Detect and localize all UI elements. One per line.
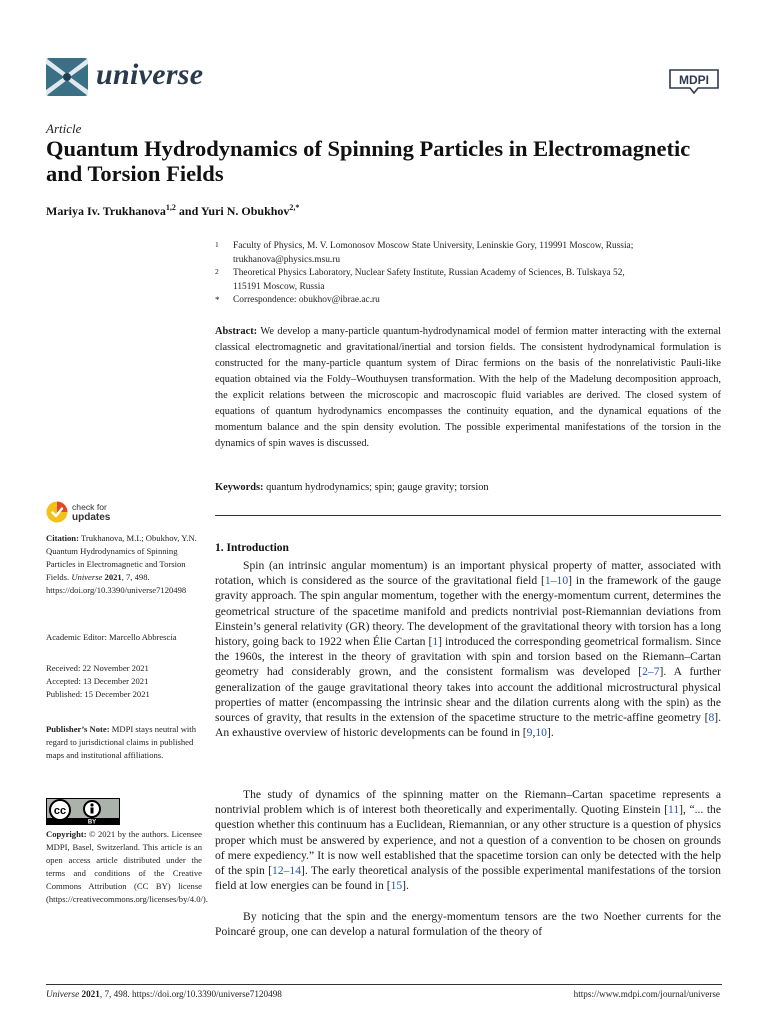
publication-dates: [46, 662, 202, 701]
paragraph-text: ]. An exhaustive overview of historic developments can be found in [: [215, 711, 721, 740]
affiliation-mark: 2: [215, 267, 219, 277]
check-for-updates-button[interactable]: check for updates: [46, 500, 176, 526]
paragraph-text: ].: [402, 879, 409, 893]
publisher-name: MDPI: [679, 73, 709, 87]
footer-doi-link[interactable]: , 7, 498. https://doi.org/10.3390/universe7120498: [99, 989, 282, 999]
author-email-link[interactable]: trukhanova@physics.msu.ru: [233, 254, 341, 265]
paragraph-text: ] introduced the corresponding geometrical formalism. Since the 1960s, the interest in the theory of gravitation with spin and torsion based on the Riemann–Cartan geometry had considerably grown, and the consistent formalism was developed [: [215, 635, 721, 679]
footer-divider: [46, 984, 722, 985]
paragraph-text: By noticing that the spin and the energy-momentum tensors are the two Noether currents for the Poincaré group, one can develop a natural formulation of the theory of: [215, 910, 721, 939]
received-date: Received: 22 November 2021: [46, 663, 149, 673]
cc-by-license-icon[interactable]: [46, 798, 120, 825]
author-name: Mariya Iv. Trukhanova: [46, 204, 166, 218]
academic-editor: Academic Editor: Marcello Abbrescia: [46, 632, 177, 642]
svg-text:BY: BY: [87, 819, 97, 825]
copyright-block: Copyright: © 2021 by the authors. Licensee MDPI, Basel, Switzerland. This article is an open access article distributed under the terms and conditions of the Creative Commons Attribution (CC BY) license (https://creativecommons.org/licenses/by/4.0/).: [46, 829, 208, 904]
affiliation-mark: 1: [215, 240, 219, 249]
accepted-date: Accepted: 13 December 2021: [46, 676, 149, 686]
check-for-updates-icon: [46, 500, 68, 524]
affiliation-item: 1 Faculty of Physics, M. V. Lomonosov Moscow State University, Leninskie Gory, 119991 Moscow, Russia; trukhanova@physics.msu.ru: [215, 240, 715, 267]
affiliation-mark: *: [215, 295, 220, 306]
section-heading: 1. Introduction: [215, 542, 289, 554]
citation-link[interactable]: 12–14: [272, 864, 301, 878]
journal-name: universe: [96, 58, 204, 91]
abstract: [215, 324, 721, 452]
author-separator: and: [175, 204, 201, 218]
body-paragraph: [215, 558, 721, 740]
abstract-label: Abstract:: [215, 326, 258, 337]
paragraph-text: ]. A further generalization of the gauge gravitational theory takes into account the additional microstructural physical properties of matter (encompassing the intrinsic shear and the dilation currents along with the spin) as the sources of gravity, that results in the extension of the spacetime structure to the metric-affine geometry [: [215, 665, 721, 725]
keywords: [215, 482, 721, 493]
correspondence-item: [215, 294, 715, 308]
paragraph-text: The study of dynamics of the spinning matter on the Riemann–Cartan spacetime represents a nontrivial problem which is of interest both theoretically and experimentally. Quoting Einstein [: [215, 788, 721, 817]
affiliation-item: 2 Theoretical Physics Laboratory, Nuclear Safety Institute, Russian Academy of Sciences, B. Tulskaya 52, 115191 Moscow, Russia: [215, 267, 625, 292]
keywords-label: Keywords:: [215, 482, 264, 493]
author-affiliation-mark: 2,*: [289, 203, 300, 212]
affiliations: [215, 240, 715, 308]
paragraph-text: ]. The early theoretical analysis of the possible experimental manifestations of the torsion field at low energies can be found in [: [215, 864, 721, 893]
body-paragraph: [215, 787, 721, 893]
citation-link[interactable]: 8: [708, 711, 715, 725]
journal-url-link[interactable]: https://www.mdpi.com/journal/universe: [573, 989, 720, 999]
publisher-note: Publisher’s Note: MDPI stays neutral with regard to jurisdictional claims in published maps and institutional affiliations.: [46, 724, 196, 760]
svg-text:cc: cc: [53, 805, 67, 817]
paragraph-text: ], “... the question whether this continuum has a Euclidean, Riemannian, or any other structure is a question of physics proper which must be answered by experience, and not a question of a convention to be chosen on grounds of mere expediency.” It is now well established that the spacetime torsion can only be detected with the help of the spin [: [215, 803, 721, 878]
citation-block: Citation: Trukhanova, M.I.; Obukhov, Y.N. Quantum Hydrodynamics of Spinning Particles in Electromagnetic and Torsion Fields. Universe 2021, 7, 498. https://doi.org/10.3390/universe7120498: [46, 533, 197, 595]
paragraph-text: ].: [546, 726, 554, 740]
abstract-text: We develop a many-particle quantum-hydrodynamical model of fermion matter interacting with the external classical electromagnetic and gravitational/inertial and torsion fields. The consistent hydrodynamical formulation is constructed for the many-particle quantum system of Dirac fermions on the basis of the nonrelativistic Pauli-like equation obtained via the Foldy–Wouthuysen transformation. With the help of the Madelung decomposition approach, the explicit relations between the microscopic and macroscopic fluid variables are derived. The closed system of equations of quantum hydrodynamics encompasses the continuity equation, and the dynamical equations of the momentum balance and the spin density evolution. The possible experimental manifestations of the torsion in the dynamics of spin waves is discussed.: [215, 326, 721, 449]
citation-link[interactable]: 2–7: [642, 665, 660, 679]
citation-link[interactable]: 1–10: [544, 574, 569, 588]
citation-link[interactable]: 11: [667, 803, 680, 817]
article-type: Article: [46, 121, 82, 136]
paragraph-text: ] in the framework of the gauge gravity approach. The spin angular momentum, together with the energy-momentum current, determines the geometrical structure of the spacetime manifold and predicts nontrivial post-Riemannian deviations from Einstein’s general relativity (GR) theory. The development of the gravitational theory with torsion has a long history, going back to 1922 when Élie Cartan [: [215, 574, 722, 649]
universe-logo-icon: [46, 58, 88, 96]
divider: [215, 515, 721, 516]
paragraph-text: ,: [532, 726, 536, 740]
citation-doi-link[interactable]: , 7, 498. https://doi.org/10.3390/universe7120498: [46, 572, 187, 595]
author-list: [46, 203, 299, 219]
mdpi-logo-icon: [666, 66, 722, 94]
published-date: Published: 15 December 2021: [46, 689, 150, 699]
citation-link[interactable]: 1: [432, 635, 439, 649]
author-name: Yuri N. Obukhov: [200, 204, 290, 218]
citation-link[interactable]: 10: [535, 726, 547, 740]
body-paragraph: [215, 909, 721, 939]
correspondence-email-link[interactable]: Correspondence: obukhov@ibrae.ac.ru: [233, 295, 380, 306]
paragraph-text: Spin (an intrinsic angular momentum) is an important physical property of matter, associated with rotation, which is considered as the source of the gravitational field [: [215, 559, 721, 588]
citation-link[interactable]: 9: [526, 726, 533, 740]
article-title: Quantum Hydrodynamics of Spinning Particles in Electromagnetic and Torsion Fields: [46, 136, 691, 186]
keywords-text: quantum hydrodynamics; spin; gauge gravity; torsion: [266, 482, 489, 493]
footer-citation: Universe 2021, 7, 498. https://doi.org/10.3390/universe7120498: [46, 989, 282, 999]
author-affiliation-mark: 1,2: [165, 203, 176, 212]
citation-link[interactable]: 15: [390, 879, 403, 893]
